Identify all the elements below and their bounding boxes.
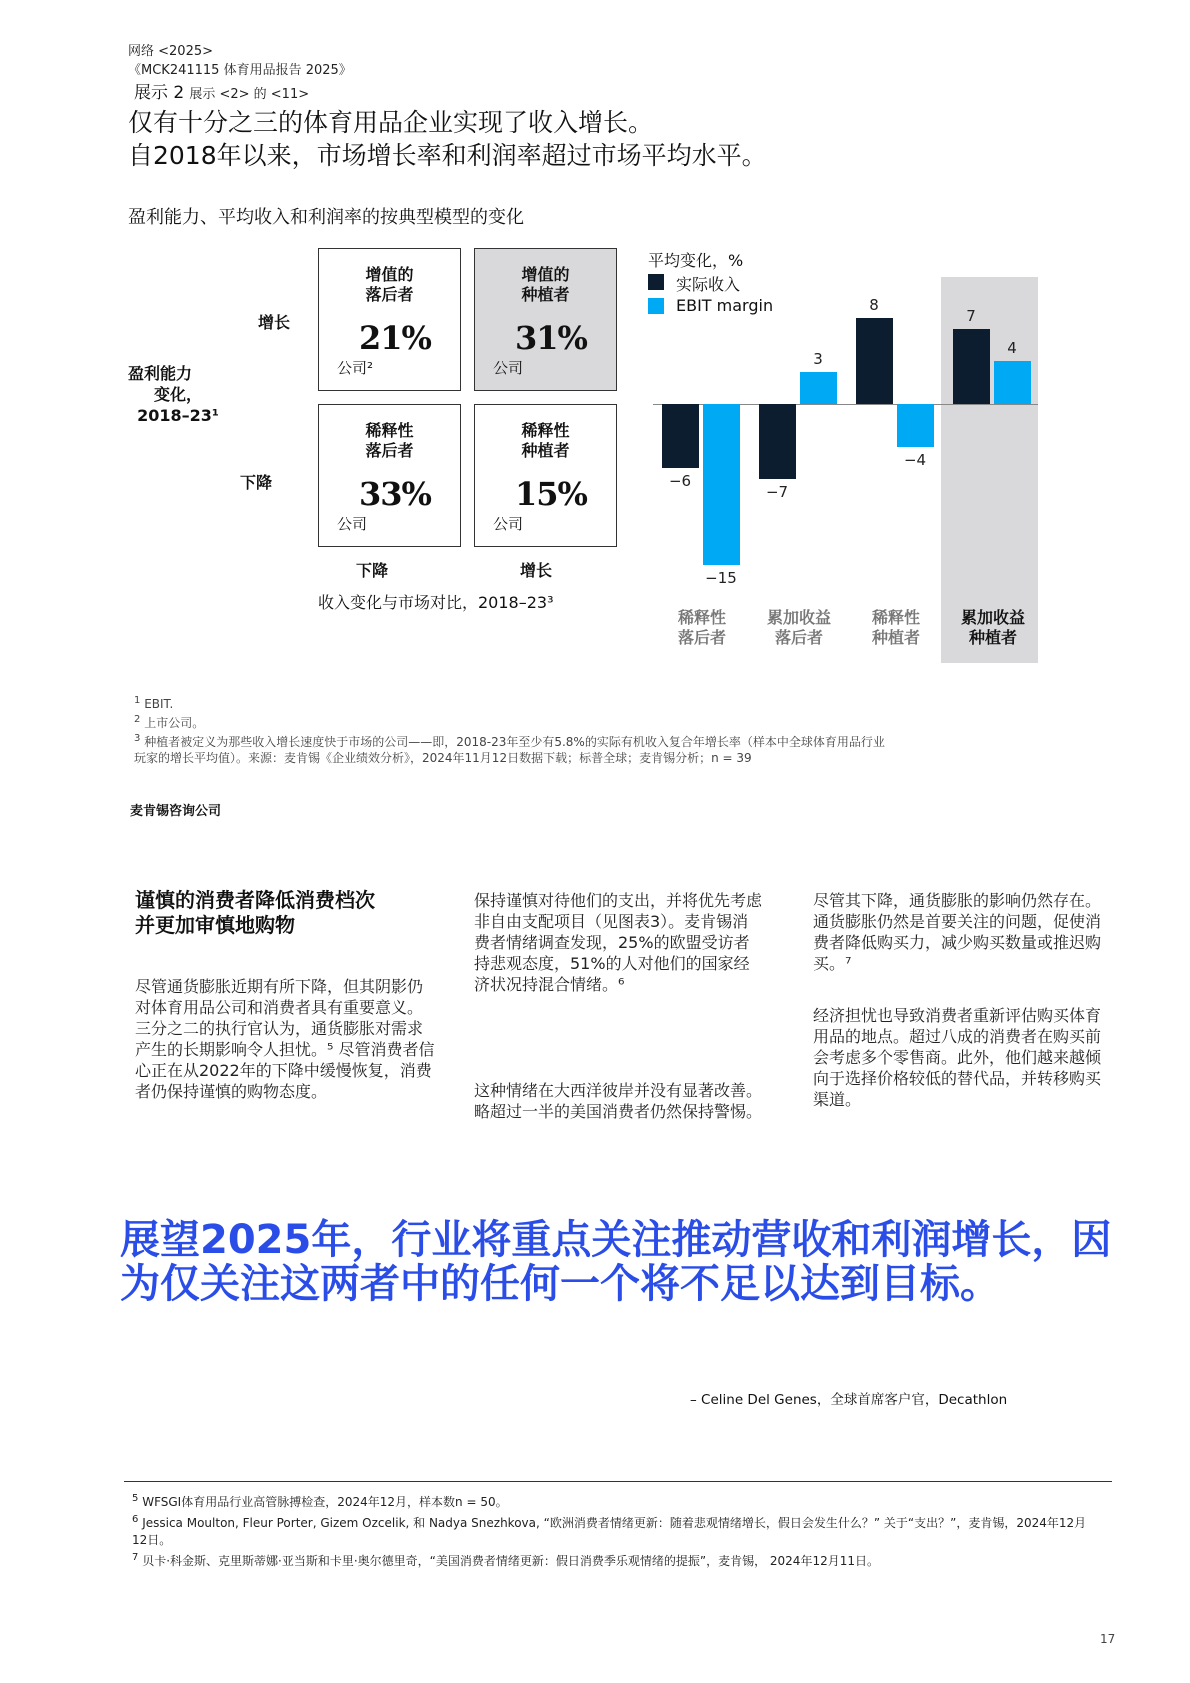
bar-ebit [703, 404, 740, 565]
quote-attribution: – Celine Del Genes，全球首席客户官，Decathlon [690, 1392, 1008, 1408]
cell-name: 增值的 [521, 265, 570, 284]
page-title [128, 106, 767, 172]
header-network: 网络 <2025> [128, 44, 214, 59]
exhibit-label [134, 78, 309, 103]
footnote: EBIT. [144, 697, 174, 711]
cell-unit: 公司 [493, 359, 524, 377]
x-high-label: 增长 [520, 561, 553, 580]
y-low-label: 下降 [240, 473, 273, 492]
title-line: 自2018年以来，市场增长率和利润率超过市场平均水平。 [128, 141, 767, 170]
heading-line: 谨慎的消费者降低消费档次 [135, 888, 375, 912]
y-axis-label-line: 盈利能力 [128, 364, 193, 383]
matrix-cell-value-laggard [318, 248, 461, 391]
cell-percent: 21% [359, 319, 431, 357]
x-low-label: 下降 [356, 561, 389, 580]
legend-swatch-ebit [648, 298, 664, 314]
header-report: 《MCK241115 体育用品报告 2025》 [128, 63, 352, 78]
matrix-cell-value-grower [474, 248, 617, 391]
cell-name: 落后者 [365, 441, 414, 460]
category-label: 稀释性 种植者 [871, 608, 920, 647]
source-label: 麦肯锡咨询公司 [130, 804, 222, 819]
article-col3a: 尽管其下降，通货膨胀的影响仍然存在。通货膨胀仍然是首要关注的问题，促使消费者降低购买力，减少购买数量或推迟购买。⁷ [813, 891, 1102, 973]
bar-value-label: 8 [869, 296, 879, 315]
bar-ebit [800, 372, 837, 404]
bar-value-label: −7 [765, 482, 789, 501]
bar-value-label: 3 [813, 349, 823, 368]
chart-title: 平均变化，% [648, 251, 744, 270]
chart-footnotes: $^1$ EBIT. $^2$ 上市公司。 $^3$ 种植者被定义为那些收入增长速度快于市场的公司——即，2018-23年至少有5.8%的实际有机收入复合年增长率（样本中全球体育用品行业 玩家的增长平均值）。来源：麦肯锡《企业绩效分析》，2024年11月12日数据下载；标普全球；麦肯锡分析；n = 39 [134, 693, 1014, 766]
cell-percent: 33% [359, 475, 431, 513]
pull-quote: 展望2025年，行业将重点关注推动营收和利润增长，因为仅关注这两者中的任何一个将不足以达到目标。 [120, 1217, 1112, 1307]
cell-name: 种植者 [521, 441, 570, 460]
legend-label-revenue: 实际收入 [676, 275, 741, 294]
legend-label-ebit: EBIT margin [676, 296, 774, 315]
article-col2a: 保持谨慎对待他们的支出，并将优先考虑非自由支配项目（见图表3）。麦肯锡消费者情绪调查发现，25%的欧盟受访者持悲观态度，51%的人对他们的国家经济状况持混合情绪。⁶ [474, 891, 763, 994]
bar-value-label: 4 [1007, 339, 1017, 358]
cell-name: 增值的 [365, 265, 414, 284]
exhibit-number: 展示 2 [134, 83, 185, 103]
bar-revenue [759, 404, 796, 479]
cell-name: 种植者 [521, 285, 570, 304]
footnote: 上市公司。 [144, 716, 205, 730]
title-line: 仅有十分之三的体育用品企业实现了收入增长。 [128, 108, 654, 137]
exhibit-of: 展示 <2> 的 <11> [189, 87, 310, 102]
bar-value-label: −15 [705, 568, 737, 587]
exhibit-subtitle: 盈利能力、平均收入和利润率的按典型模型的变化 [128, 207, 524, 228]
cell-name: 稀释性 [521, 421, 570, 440]
y-axis-label-line: 变化， [153, 385, 202, 404]
bar-value-label: 7 [966, 307, 976, 326]
page-footnotes [132, 1490, 1092, 1570]
cell-name: 稀释性 [365, 421, 414, 440]
bar-ebit [994, 361, 1031, 404]
page-number: 17 [1100, 1632, 1116, 1646]
bar-ebit [897, 404, 934, 447]
legend-swatch-revenue [648, 274, 664, 290]
cell-unit: 公司² [337, 359, 374, 377]
x-axis-label: 收入变化与市场对比，2018–23³ [318, 593, 554, 612]
footnote-divider [124, 1481, 1112, 1482]
category-label: 累加收益 落后者 [766, 608, 831, 647]
footnote-6: $^6$ Jessica Moulton, Fleur Porter, Gizem Ozcelik, 和 Nadya Snezhkova, “欧洲消费者情绪更新：随着悲观情绪增长，假日会发生什么？” 关于“支出？”，麦肯锡，2024年12月12日。 [132, 1514, 1087, 1547]
cell-unit: 公司 [493, 515, 524, 533]
matrix-cell-dilutive-laggard [318, 404, 461, 547]
heading-line: 并更加审慎地购物 [135, 913, 295, 937]
footnote-5: $^5$ WFSGI体育用品行业高管脉搏检查，2024年12月，样本数n = 50。 [132, 1493, 508, 1509]
category-label: 稀释性 落后者 [677, 608, 726, 647]
article-col2b: 这种情绪在大西洋彼岸并没有显著改善。略超过一半的美国消费者仍然保持警惕。 [474, 1081, 763, 1121]
cell-percent: 31% [515, 319, 587, 357]
article-col3b: 经济担忧也导致消费者重新评估购买体育用品的地点。超过八成的消费者在购买前会考虑多个零售商。此外，他们越来越倾向于选择价格较低的替代品，并转移购买渠道。 [813, 1006, 1102, 1109]
y-axis-label-line: 2018–23¹ [137, 406, 219, 425]
bar-revenue [856, 318, 893, 404]
bar-value-label: −4 [903, 450, 927, 469]
cell-percent: 15% [515, 475, 587, 513]
bar-revenue [953, 329, 990, 404]
footnote: 玩家的增长平均值）。来源：麦肯锡《企业绩效分析》，2024年11月12日数据下载；标普全球；麦肯锡分析；n = 39 [134, 751, 752, 765]
y-axis-label [128, 363, 228, 426]
footnote: 种植者被定义为那些收入增长速度快于市场的公司——即，2018-23年至少有5.8%的实际有机收入复合年增长率（样本中全球体育用品行业 [144, 735, 885, 749]
article-col1: 尽管通货膨胀近期有所下降，但其阴影仍对体育用品公司和消费者具有重要意义。三分之二的执行官认为，通货膨胀对需求产生的长期影响令人担忧。⁵ 尽管消费者信心正在从2022年的下降中缓慢恢复，消费者仍保持谨慎的购物态度。 [135, 977, 435, 1101]
category-label: 累加收益 种植者 [960, 608, 1025, 647]
footnote-7: $^7$ 贝卡·科金斯、克里斯蒂娜·亚当斯和卡里·奥尔德里奇，“美国消费者情绪更新：假日消费季乐观情绪的提振”，麦肯锡， 2024年12月11日。 [132, 1552, 879, 1568]
bar-value-label: −6 [668, 472, 692, 491]
y-high-label: 增长 [258, 313, 291, 332]
matrix-cell-dilutive-grower [474, 404, 617, 547]
cell-name: 落后者 [365, 285, 414, 304]
article-heading [135, 888, 375, 938]
bar-revenue [662, 404, 699, 468]
cell-unit: 公司 [337, 515, 368, 533]
